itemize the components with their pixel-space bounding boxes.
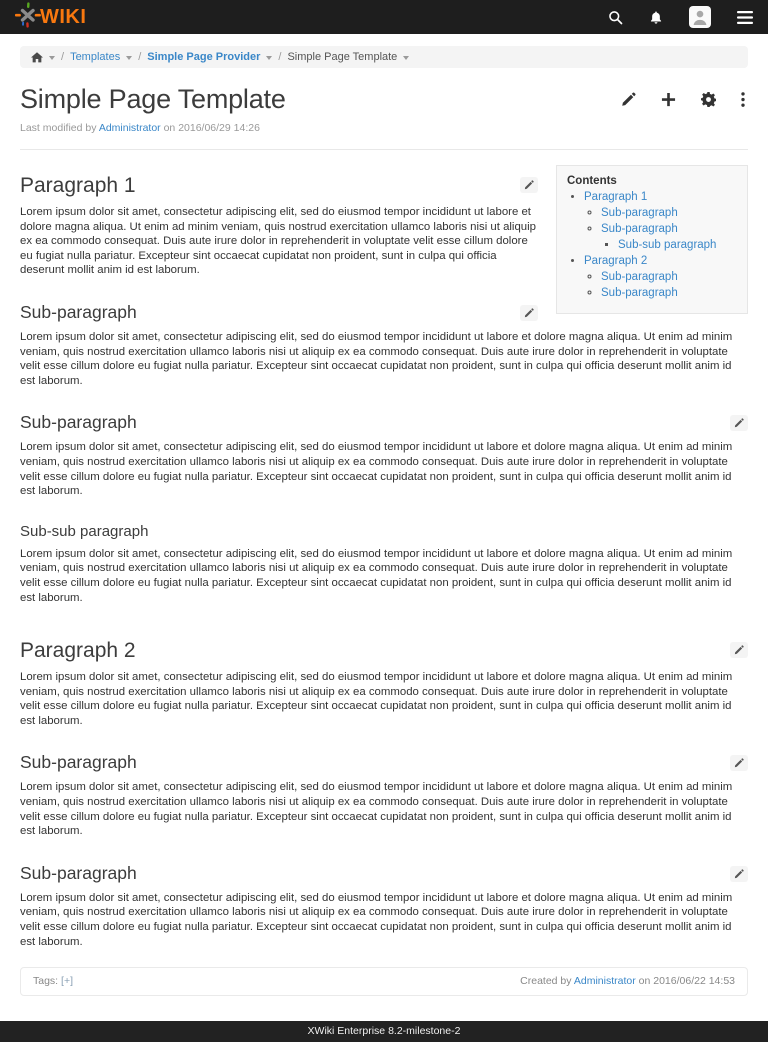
table-of-contents — [556, 165, 748, 314]
user-avatar[interactable] — [689, 6, 711, 28]
section-heading — [20, 639, 748, 663]
edit-pencil-icon[interactable] — [621, 92, 636, 107]
version-footer — [0, 1021, 768, 1042]
search-icon[interactable] — [608, 10, 623, 25]
section-body: Lorem ipsum dolor sit amet, consectetur adipiscing elit, sed do eiusmod tempor incididunt ut labore et dolore magna aliqua. Ut enim ad minim veniam, quis nostrud exercitation ullamco laboris nisi ut aliquip ex ea commodo consequat. Duis aute irure dolor in reprehenderit in voluptate velit esse cillum dolore eu fugiat nulla pariatur. Excepteur sint occaecat cupidatat non proident, sunt in culpa qui officia deserunt mollit anim id est laborum. — [20, 780, 748, 838]
notifications-bell-icon[interactable] — [649, 10, 663, 25]
section-heading — [20, 523, 748, 540]
section-body: Lorem ipsum dolor sit amet, consectetur adipiscing elit, sed do eiusmod tempor incididunt ut labore et dolore magna aliqua. Ut enim ad minim veniam, quis nostrud exercitation ullamco laboris nisi ut aliquip ex ea commodo consequat. Duis aute irure dolor in reprehenderit in voluptate velit esse cillum dolore eu fugiat nulla pariatur. Excepteur sint occaecat cupidatat non proident, sunt in culpa qui officia deserunt mollit anim id est laborum. — [20, 670, 748, 728]
section-edit-icon[interactable] — [730, 755, 748, 771]
toc-item — [601, 270, 737, 284]
breadcrumb-item-templates[interactable]: Templates — [70, 51, 120, 63]
section-body: Lorem ipsum dolor sit amet, consectetur adipiscing elit, sed do eiusmod tempor incididunt ut labore et dolore magna aliqua. Ut enim ad minim veniam, quis nostrud exercitation ullamco laboris nisi ut aliquip ex ea commodo consequat. Duis aute irure dolor in reprehenderit in voluptate velit esse cillum dolore eu fugiat nulla pariatur. Excepteur sint occaecat cupidatat non proident, sunt in culpa qui officia deserunt mollit anim id est laborum. — [20, 330, 748, 388]
last-modified-author-link[interactable]: Administrator — [99, 122, 161, 134]
created-date: on 2016/06/22 14:53 — [639, 975, 735, 987]
breadcrumb-separator: / — [138, 51, 141, 63]
section-heading-text: Sub-paragraph — [20, 863, 137, 883]
toc-item — [618, 238, 737, 252]
section-heading — [20, 863, 748, 884]
toc-link[interactable]: Sub-sub paragraph — [618, 239, 716, 251]
navbar-actions — [608, 6, 753, 28]
section-body: Lorem ipsum dolor sit amet, consectetur adipiscing elit, sed do eiusmod tempor incididunt ut labore et dolore magna aliqua. Ut enim ad minim veniam, quis nostrud exercitation ullamco laboris nisi ut aliquip ex ea commodo consequat. Duis aute irure dolor in reprehenderit in voluptate velit esse cillum dolore eu fugiat nulla pariatur. Excepteur sint occaecat cupidatat non proident, sunt in culpa qui officia deserunt mollit anim id est laborum. — [20, 547, 748, 605]
section-heading-text: Sub-paragraph — [20, 752, 137, 772]
tags-area — [33, 975, 73, 987]
xwiki-logo[interactable] — [15, 2, 86, 33]
toc-item — [584, 190, 737, 252]
breadcrumb-item-simple-page-provider[interactable]: Simple Page Provider — [147, 51, 260, 63]
page-content — [20, 150, 748, 949]
toc-item — [601, 206, 737, 220]
toc-title: Contents — [567, 175, 737, 187]
created-info — [520, 975, 735, 987]
section-edit-icon[interactable] — [520, 305, 538, 321]
hamburger-menu-icon[interactable] — [737, 11, 753, 24]
xwiki-logo-x-icon — [15, 2, 41, 33]
page-actions — [621, 92, 748, 107]
section-heading-text: Paragraph 2 — [20, 639, 136, 662]
last-modified-prefix: Last modified by — [20, 122, 96, 134]
add-tag-button[interactable]: [+] — [61, 975, 73, 987]
chevron-down-icon[interactable] — [126, 56, 132, 63]
section-heading-text: Paragraph 1 — [20, 174, 136, 197]
breadcrumb-item-current: Simple Page Template — [287, 51, 397, 63]
section-body: Lorem ipsum dolor sit amet, consectetur adipiscing elit, sed do eiusmod tempor incididunt ut labore et dolore magna aliqua. Ut enim ad minim veniam, quis nostrud exercitation ullamco laboris nisi ut aliquip ex ea commodo consequat. Duis aute irure dolor in reprehenderit in voluptate velit esse cillum dolore eu fugiat nulla pariatur. Excepteur sint occaecat cupidatat non proident, sunt in culpa qui officia deserunt mollit anim id est laborum. — [20, 205, 748, 278]
page-main — [0, 84, 768, 949]
create-plus-icon[interactable] — [661, 92, 676, 107]
chevron-down-icon[interactable] — [403, 56, 409, 63]
section-heading-text: Sub-paragraph — [20, 412, 137, 432]
section-body: Lorem ipsum dolor sit amet, consectetur adipiscing elit, sed do eiusmod tempor incididunt ut labore et dolore magna aliqua. Ut enim ad minim veniam, quis nostrud exercitation ullamco laboris nisi ut aliquip ex ea commodo consequat. Duis aute irure dolor in reprehenderit in voluptate velit esse cillum dolore eu fugiat nulla pariatur. Excepteur sint occaecat cupidatat non proident, sunt in culpa qui officia deserunt mollit anim id est laborum. — [20, 440, 748, 498]
section-heading-text: Sub-sub paragraph — [20, 523, 148, 540]
toc-link[interactable]: Sub-paragraph — [601, 287, 678, 299]
section-heading — [20, 752, 748, 773]
tags-label: Tags: — [33, 975, 58, 987]
xwiki-logo-text: WIKI — [40, 7, 86, 27]
section-heading — [20, 412, 748, 433]
top-navbar — [0, 0, 768, 34]
toc-link[interactable]: Sub-paragraph — [601, 271, 678, 283]
toc-item — [601, 222, 737, 252]
section-edit-icon[interactable] — [730, 642, 748, 658]
toc-link[interactable]: Sub-paragraph — [601, 223, 678, 235]
breadcrumb-separator: / — [278, 51, 281, 63]
breadcrumb-separator: / — [61, 51, 64, 63]
toc-link[interactable]: Paragraph 1 — [584, 191, 647, 203]
breadcrumb-home-icon[interactable] — [31, 52, 43, 63]
last-modified-info — [20, 122, 748, 134]
docinfo-panel — [20, 967, 748, 996]
chevron-down-icon[interactable] — [266, 56, 272, 63]
version-text: XWiki Enterprise 8.2-milestone-2 — [308, 1025, 461, 1037]
section-edit-icon[interactable] — [730, 866, 748, 882]
last-modified-date: on 2016/06/29 14:26 — [164, 122, 260, 134]
breadcrumb — [20, 46, 748, 68]
created-prefix: Created by — [520, 975, 571, 987]
toc-link[interactable]: Sub-paragraph — [601, 207, 678, 219]
toc-item — [584, 254, 737, 300]
section-edit-icon[interactable] — [520, 177, 538, 193]
settings-gear-icon[interactable] — [701, 92, 716, 107]
toc-list — [567, 190, 737, 300]
creator-link[interactable]: Administrator — [574, 975, 636, 987]
section-body: Lorem ipsum dolor sit amet, consectetur adipiscing elit, sed do eiusmod tempor incididunt ut labore et dolore magna aliqua. Ut enim ad minim veniam, quis nostrud exercitation ullamco laboris nisi ut aliquip ex ea commodo consequat. Duis aute irure dolor in reprehenderit in voluptate velit esse cillum dolore eu fugiat nulla pariatur. Excepteur sint occaecat cupidatat non proident, sunt in culpa qui officia deserunt mollit anim id est laborum. — [20, 891, 748, 949]
section-heading-text: Sub-paragraph — [20, 302, 137, 322]
section-edit-icon[interactable] — [730, 415, 748, 431]
chevron-down-icon[interactable] — [49, 56, 55, 63]
more-actions-kebab-icon[interactable] — [741, 92, 745, 107]
toc-link[interactable]: Paragraph 2 — [584, 255, 647, 267]
page-title: Simple Page Template — [20, 84, 286, 115]
toc-item — [601, 286, 737, 300]
